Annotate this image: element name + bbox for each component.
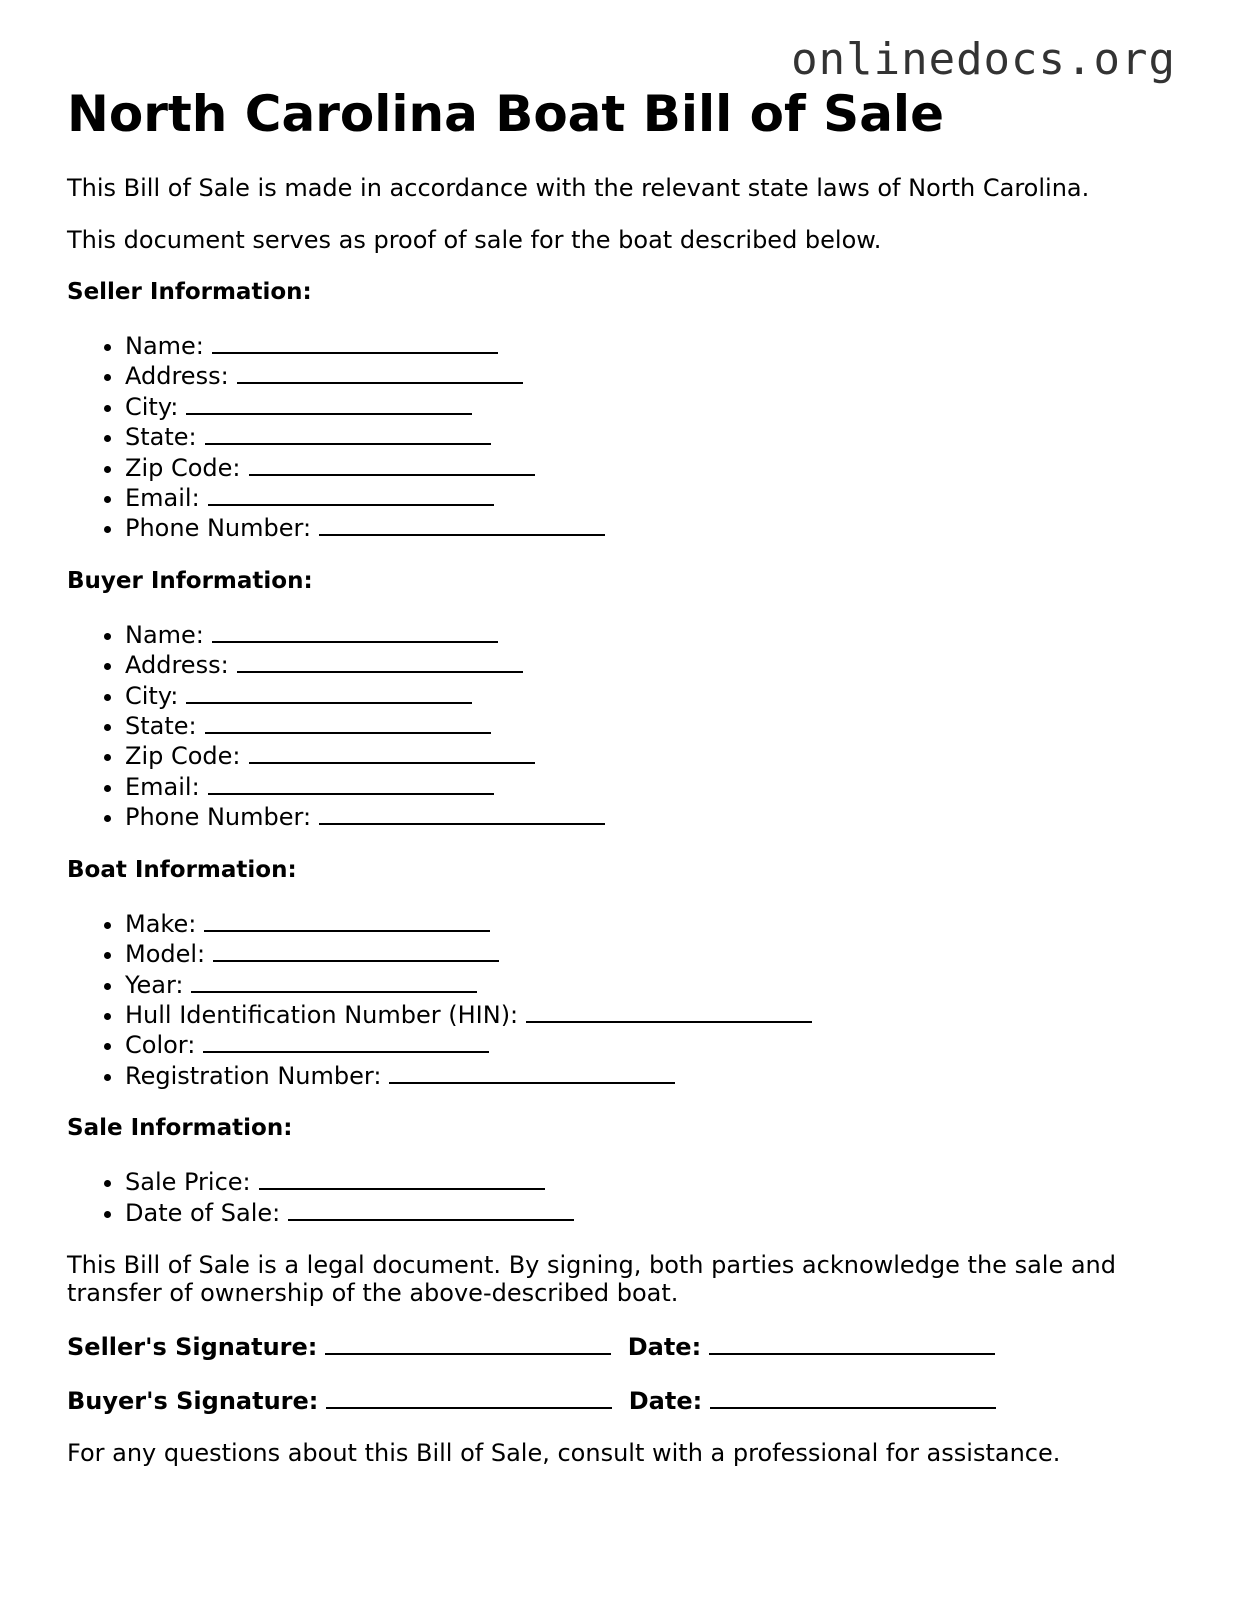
- list-item: [125, 771, 1177, 801]
- buyer-fields-list: [67, 619, 1177, 832]
- list-item: [125, 452, 1177, 482]
- seller-signature-field[interactable]: [325, 1331, 611, 1355]
- list-item: [125, 938, 1177, 968]
- page-title: North Carolina Boat Bill of Sale: [67, 85, 944, 143]
- list-item: [125, 801, 1177, 831]
- field-label: Make:: [125, 909, 197, 938]
- boat-model-field[interactable]: [213, 938, 499, 962]
- field-label: Zip Code:: [125, 453, 241, 482]
- sale-fields-list: [67, 1166, 1177, 1227]
- field-label: State:: [125, 423, 197, 452]
- list-item: [125, 1197, 1177, 1227]
- sale-price-field[interactable]: [259, 1166, 545, 1190]
- intro-paragraph-2: This document serves as proof of sale for the boat described below.: [67, 226, 882, 254]
- field-label: Year:: [125, 970, 184, 999]
- buyer-name-field[interactable]: [212, 619, 498, 643]
- boat-color-field[interactable]: [203, 1029, 489, 1053]
- list-item: [125, 969, 1177, 999]
- list-item: [125, 1029, 1177, 1059]
- boat-hin-field[interactable]: [526, 999, 812, 1023]
- list-item: [125, 1166, 1177, 1196]
- boat-heading: Boat Information:: [67, 856, 297, 883]
- field-label: City:: [125, 681, 179, 710]
- boat-registration-field[interactable]: [389, 1060, 675, 1084]
- list-item: [125, 740, 1177, 770]
- seller-phone-field[interactable]: [319, 512, 605, 536]
- field-label: City:: [125, 392, 179, 421]
- buyer-city-field[interactable]: [186, 680, 472, 704]
- sale-heading: Sale Information:: [67, 1115, 293, 1142]
- list-item: [125, 391, 1177, 421]
- buyer-signature-field[interactable]: [326, 1385, 612, 1409]
- list-item: [125, 421, 1177, 451]
- field-label: Sale Price:: [125, 1168, 251, 1197]
- seller-date-field[interactable]: [709, 1331, 995, 1355]
- field-label: Email:: [125, 484, 200, 513]
- seller-state-field[interactable]: [205, 421, 491, 445]
- seller-name-field[interactable]: [212, 330, 498, 354]
- document-body: [67, 84, 1177, 1467]
- seller-signature-label: Seller's Signature:: [67, 1332, 318, 1361]
- list-item: [125, 330, 1177, 360]
- date-label: Date:: [627, 1332, 702, 1361]
- buyer-email-field[interactable]: [208, 771, 494, 795]
- intro-paragraph-1: This Bill of Sale is made in accordance with the relevant state laws of North Carolina.: [67, 174, 1090, 202]
- list-item: [125, 999, 1177, 1029]
- boat-year-field[interactable]: [191, 969, 477, 993]
- field-label: Registration Number:: [125, 1061, 382, 1090]
- list-item: [125, 680, 1177, 710]
- sale-date-field[interactable]: [288, 1197, 574, 1221]
- field-label: Date of Sale:: [125, 1198, 281, 1227]
- seller-fields-list: [67, 330, 1177, 543]
- date-label: Date:: [628, 1386, 703, 1415]
- field-label: State:: [125, 712, 197, 741]
- boat-fields-list: [67, 908, 1177, 1090]
- field-label: Hull Identification Number (HIN):: [125, 1000, 519, 1029]
- seller-email-field[interactable]: [208, 482, 494, 506]
- field-label: Email:: [125, 772, 200, 801]
- field-label: Phone Number:: [125, 514, 312, 543]
- seller-signature-row: [67, 1331, 1177, 1361]
- buyer-date-field[interactable]: [710, 1385, 996, 1409]
- field-label: Address:: [125, 651, 229, 680]
- buyer-zip-field[interactable]: [249, 740, 535, 764]
- list-item: [125, 908, 1177, 938]
- buyer-address-field[interactable]: [237, 649, 523, 673]
- field-label: Zip Code:: [125, 742, 241, 771]
- boat-make-field[interactable]: [204, 908, 490, 932]
- seller-address-field[interactable]: [237, 360, 523, 384]
- seller-city-field[interactable]: [186, 391, 472, 415]
- closing-paragraph: For any questions about this Bill of Sale, consult with a professional for assistance.: [67, 1438, 1061, 1467]
- field-label: Phone Number:: [125, 803, 312, 832]
- buyer-signature-row: [67, 1385, 1177, 1415]
- list-item: [125, 619, 1177, 649]
- seller-heading: Seller Information:: [67, 279, 312, 305]
- field-label: Address:: [125, 362, 229, 391]
- legal-paragraph: This Bill of Sale is a legal document. By signing, both parties acknowledge the sale and transfer of ownership of the above-described boat.: [67, 1250, 1116, 1307]
- list-item: [125, 710, 1177, 740]
- list-item: [125, 360, 1177, 390]
- field-label: Name:: [125, 620, 204, 649]
- list-item: [125, 482, 1177, 512]
- field-label: Color:: [125, 1031, 196, 1060]
- buyer-heading: Buyer Information:: [67, 567, 313, 594]
- watermark: onlinedocs.org: [791, 34, 1176, 85]
- seller-zip-field[interactable]: [249, 452, 535, 476]
- field-label: Model:: [125, 940, 206, 969]
- buyer-state-field[interactable]: [205, 710, 491, 734]
- list-item: [125, 1060, 1177, 1090]
- field-label: Name:: [125, 332, 204, 360]
- list-item: [125, 649, 1177, 679]
- buyer-phone-field[interactable]: [319, 801, 605, 825]
- list-item: [125, 512, 1177, 542]
- buyer-signature-label: Buyer's Signature:: [67, 1386, 319, 1415]
